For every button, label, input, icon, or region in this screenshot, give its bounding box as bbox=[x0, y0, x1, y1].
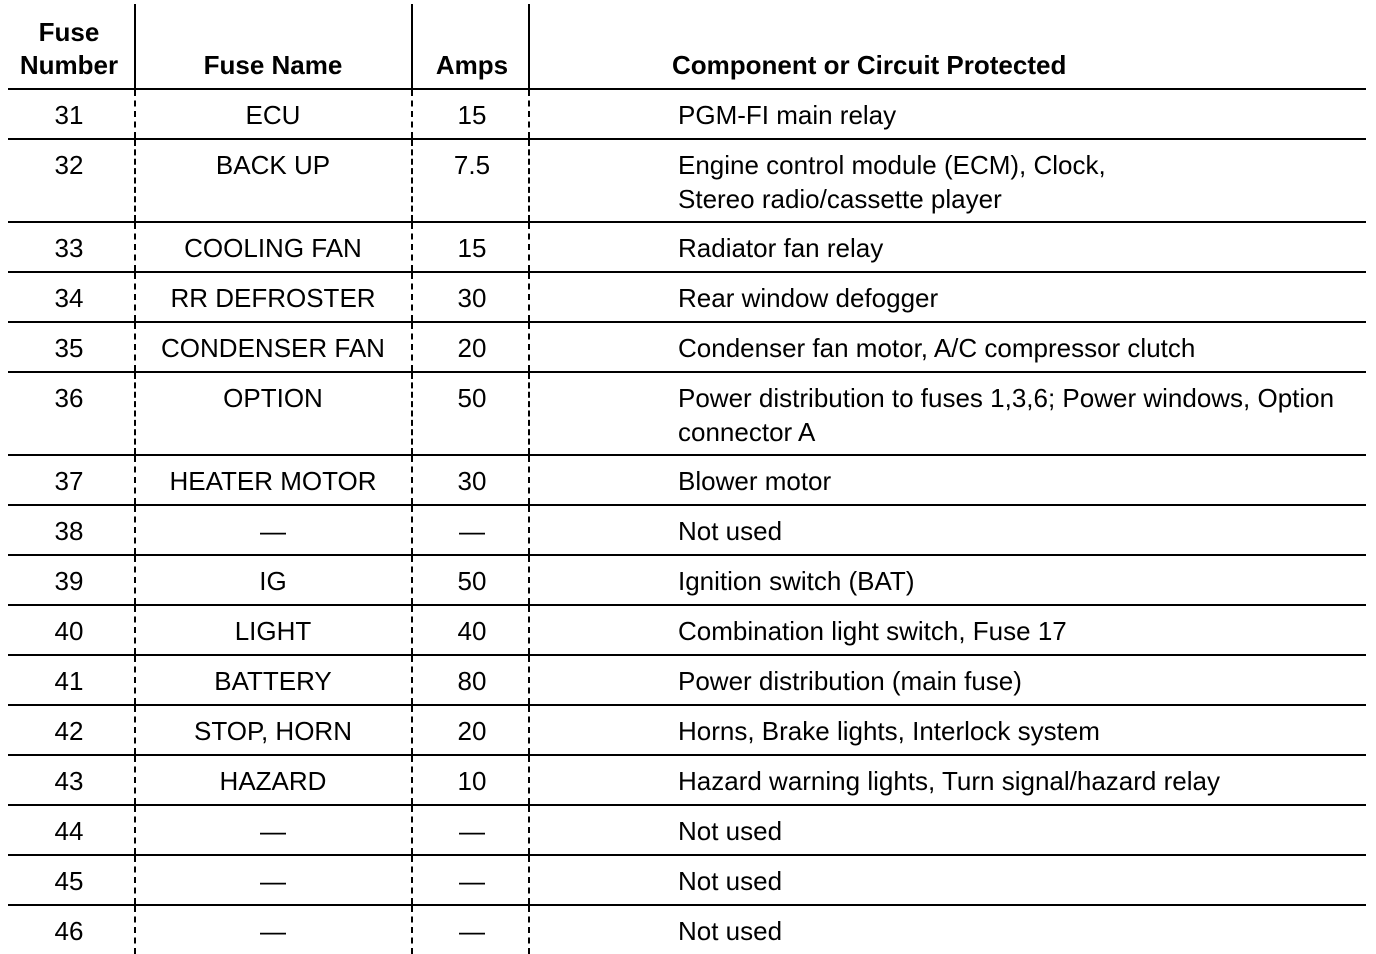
column-divider bbox=[134, 906, 136, 954]
column-divider bbox=[411, 90, 413, 138]
column-divider bbox=[528, 656, 530, 704]
column-divider bbox=[134, 606, 136, 654]
component-cell: Combination light switch, Fuse 17 bbox=[678, 616, 1067, 646]
amps-cell: 30 bbox=[457, 466, 487, 496]
column-divider bbox=[528, 140, 530, 221]
column-divider bbox=[528, 856, 530, 904]
column-divider bbox=[411, 856, 413, 904]
column-divider bbox=[528, 223, 530, 271]
amps-cell: — bbox=[459, 866, 485, 896]
table-row bbox=[8, 606, 1366, 656]
header-fuse-number-line1: Fuse bbox=[38, 17, 100, 47]
column-divider bbox=[411, 373, 413, 454]
fuse-name-cell: RR DEFROSTER bbox=[170, 283, 376, 313]
fuse-name-cell: — bbox=[260, 516, 286, 546]
column-divider bbox=[134, 506, 136, 554]
fuse-number-cell: 45 bbox=[54, 866, 84, 896]
component-cell: Power distribution to fuses 1,3,6; Power windows, Option connector A bbox=[678, 383, 1335, 447]
fuse-number-cell: 37 bbox=[54, 466, 84, 496]
amps-cell: 50 bbox=[457, 383, 487, 413]
column-divider bbox=[411, 806, 413, 854]
column-divider bbox=[528, 273, 530, 321]
table-row bbox=[8, 556, 1366, 606]
fuse-name-cell: IG bbox=[259, 566, 287, 596]
column-divider bbox=[528, 373, 530, 454]
column-divider bbox=[411, 273, 413, 321]
fuse-number-cell: 33 bbox=[54, 233, 84, 263]
fuse-name-cell: CONDENSER FAN bbox=[161, 333, 385, 363]
fuse-number-cell: 46 bbox=[54, 916, 84, 946]
fuse-number-cell: 34 bbox=[54, 283, 84, 313]
amps-cell: 40 bbox=[457, 616, 487, 646]
table-row bbox=[8, 223, 1366, 273]
column-divider bbox=[411, 606, 413, 654]
fuse-number-cell: 40 bbox=[54, 616, 84, 646]
header-component: Component or Circuit Protected bbox=[672, 50, 1067, 80]
table-row bbox=[8, 756, 1366, 806]
amps-cell: — bbox=[459, 516, 485, 546]
column-divider bbox=[528, 606, 530, 654]
table-row bbox=[8, 856, 1366, 906]
amps-cell: 15 bbox=[457, 100, 487, 130]
column-divider bbox=[134, 90, 136, 138]
fuse-name-cell: HAZARD bbox=[219, 766, 327, 796]
component-cell: Not used bbox=[678, 816, 783, 846]
table-row bbox=[8, 706, 1366, 756]
column-divider bbox=[134, 373, 136, 454]
column-divider bbox=[134, 756, 136, 804]
table-row bbox=[8, 806, 1366, 856]
table-row bbox=[8, 273, 1366, 323]
table-header bbox=[8, 4, 1366, 90]
component-cell: PGM-FI main relay bbox=[678, 100, 897, 130]
column-divider bbox=[134, 656, 136, 704]
column-divider bbox=[134, 706, 136, 754]
fuse-name-cell: ECU bbox=[245, 100, 301, 130]
fuse-number-cell: 38 bbox=[54, 516, 84, 546]
table-row bbox=[8, 90, 1366, 140]
amps-cell: 20 bbox=[457, 333, 487, 363]
header-fuse-name: Fuse Name bbox=[203, 50, 343, 80]
column-divider bbox=[528, 456, 530, 504]
column-divider bbox=[528, 4, 530, 88]
amps-cell: 50 bbox=[457, 566, 487, 596]
fuse-name-cell: STOP, HORN bbox=[194, 716, 352, 746]
column-divider bbox=[134, 4, 136, 88]
fuse-name-cell: HEATER MOTOR bbox=[169, 466, 377, 496]
fuse-number-cell: 42 bbox=[54, 716, 84, 746]
component-cell: Ignition switch (BAT) bbox=[678, 566, 915, 596]
fuse-number-cell: 32 bbox=[54, 150, 84, 180]
column-divider bbox=[134, 556, 136, 604]
column-divider bbox=[528, 706, 530, 754]
column-divider bbox=[528, 756, 530, 804]
amps-cell: 7.5 bbox=[453, 150, 491, 180]
fuse-name-cell: — bbox=[260, 916, 286, 946]
amps-cell: — bbox=[459, 816, 485, 846]
component-cell: Engine control module (ECM), Clock, Stereo radio/cassette player bbox=[678, 150, 1106, 214]
column-divider bbox=[411, 706, 413, 754]
fuse-number-cell: 35 bbox=[54, 333, 84, 363]
fuse-name-cell: BATTERY bbox=[214, 666, 332, 696]
column-divider bbox=[134, 456, 136, 504]
fuse-number-cell: 41 bbox=[54, 666, 84, 696]
fuse-name-cell: BACK UP bbox=[215, 150, 331, 180]
component-cell: Horns, Brake lights, Interlock system bbox=[678, 716, 1100, 746]
amps-cell: 80 bbox=[457, 666, 487, 696]
header-fuse-number bbox=[8, 16, 130, 82]
column-divider bbox=[411, 140, 413, 221]
fuse-table bbox=[8, 4, 1366, 954]
table-row bbox=[8, 373, 1366, 456]
column-divider bbox=[411, 456, 413, 504]
component-cell: Not used bbox=[678, 516, 783, 546]
column-divider bbox=[528, 906, 530, 954]
component-cell: Power distribution (main fuse) bbox=[678, 666, 1022, 696]
column-divider bbox=[528, 556, 530, 604]
fuse-name-cell: COOLING FAN bbox=[184, 233, 362, 263]
column-divider bbox=[528, 506, 530, 554]
table-row bbox=[8, 906, 1366, 954]
component-cell: Not used bbox=[678, 866, 783, 896]
table-body bbox=[8, 90, 1366, 954]
column-divider bbox=[411, 4, 413, 88]
amps-cell: 30 bbox=[457, 283, 487, 313]
component-cell: Condenser fan motor, A/C compressor clutch bbox=[678, 333, 1196, 363]
fuse-number-cell: 36 bbox=[54, 383, 84, 413]
fuse-name-cell: OPTION bbox=[223, 383, 323, 413]
fuse-number-cell: 39 bbox=[54, 566, 84, 596]
amps-cell: — bbox=[459, 916, 485, 946]
fuse-number-cell: 31 bbox=[54, 100, 84, 130]
table-row bbox=[8, 140, 1366, 223]
fuse-name-cell: LIGHT bbox=[234, 616, 312, 646]
component-cell: Not used bbox=[678, 916, 783, 946]
fuse-number-cell: 44 bbox=[54, 816, 84, 846]
component-cell: Blower motor bbox=[678, 466, 832, 496]
amps-cell: 20 bbox=[457, 716, 487, 746]
component-cell: Radiator fan relay bbox=[678, 233, 884, 263]
table-row bbox=[8, 656, 1366, 706]
column-divider bbox=[411, 656, 413, 704]
column-divider bbox=[411, 223, 413, 271]
fuse-number-cell: 43 bbox=[54, 766, 84, 796]
column-divider bbox=[134, 140, 136, 221]
column-divider bbox=[411, 756, 413, 804]
amps-cell: 10 bbox=[457, 766, 487, 796]
column-divider bbox=[411, 906, 413, 954]
column-divider bbox=[411, 556, 413, 604]
header-amps: Amps bbox=[435, 50, 509, 80]
table-row bbox=[8, 456, 1366, 506]
column-divider bbox=[134, 223, 136, 271]
fuse-name-cell: — bbox=[260, 866, 286, 896]
component-cell: Hazard warning lights, Turn signal/hazard relay bbox=[678, 766, 1220, 796]
table-row bbox=[8, 506, 1366, 556]
fuse-name-cell: — bbox=[260, 816, 286, 846]
column-divider bbox=[134, 806, 136, 854]
column-divider bbox=[528, 806, 530, 854]
table-row bbox=[8, 323, 1366, 373]
column-divider bbox=[411, 506, 413, 554]
column-divider bbox=[134, 856, 136, 904]
column-divider bbox=[528, 323, 530, 371]
column-divider bbox=[134, 273, 136, 321]
column-divider bbox=[411, 323, 413, 371]
header-fuse-number-line2: Number bbox=[19, 50, 119, 80]
component-cell: Rear window defogger bbox=[678, 283, 939, 313]
amps-cell: 15 bbox=[457, 233, 487, 263]
column-divider bbox=[528, 90, 530, 138]
column-divider bbox=[134, 323, 136, 371]
